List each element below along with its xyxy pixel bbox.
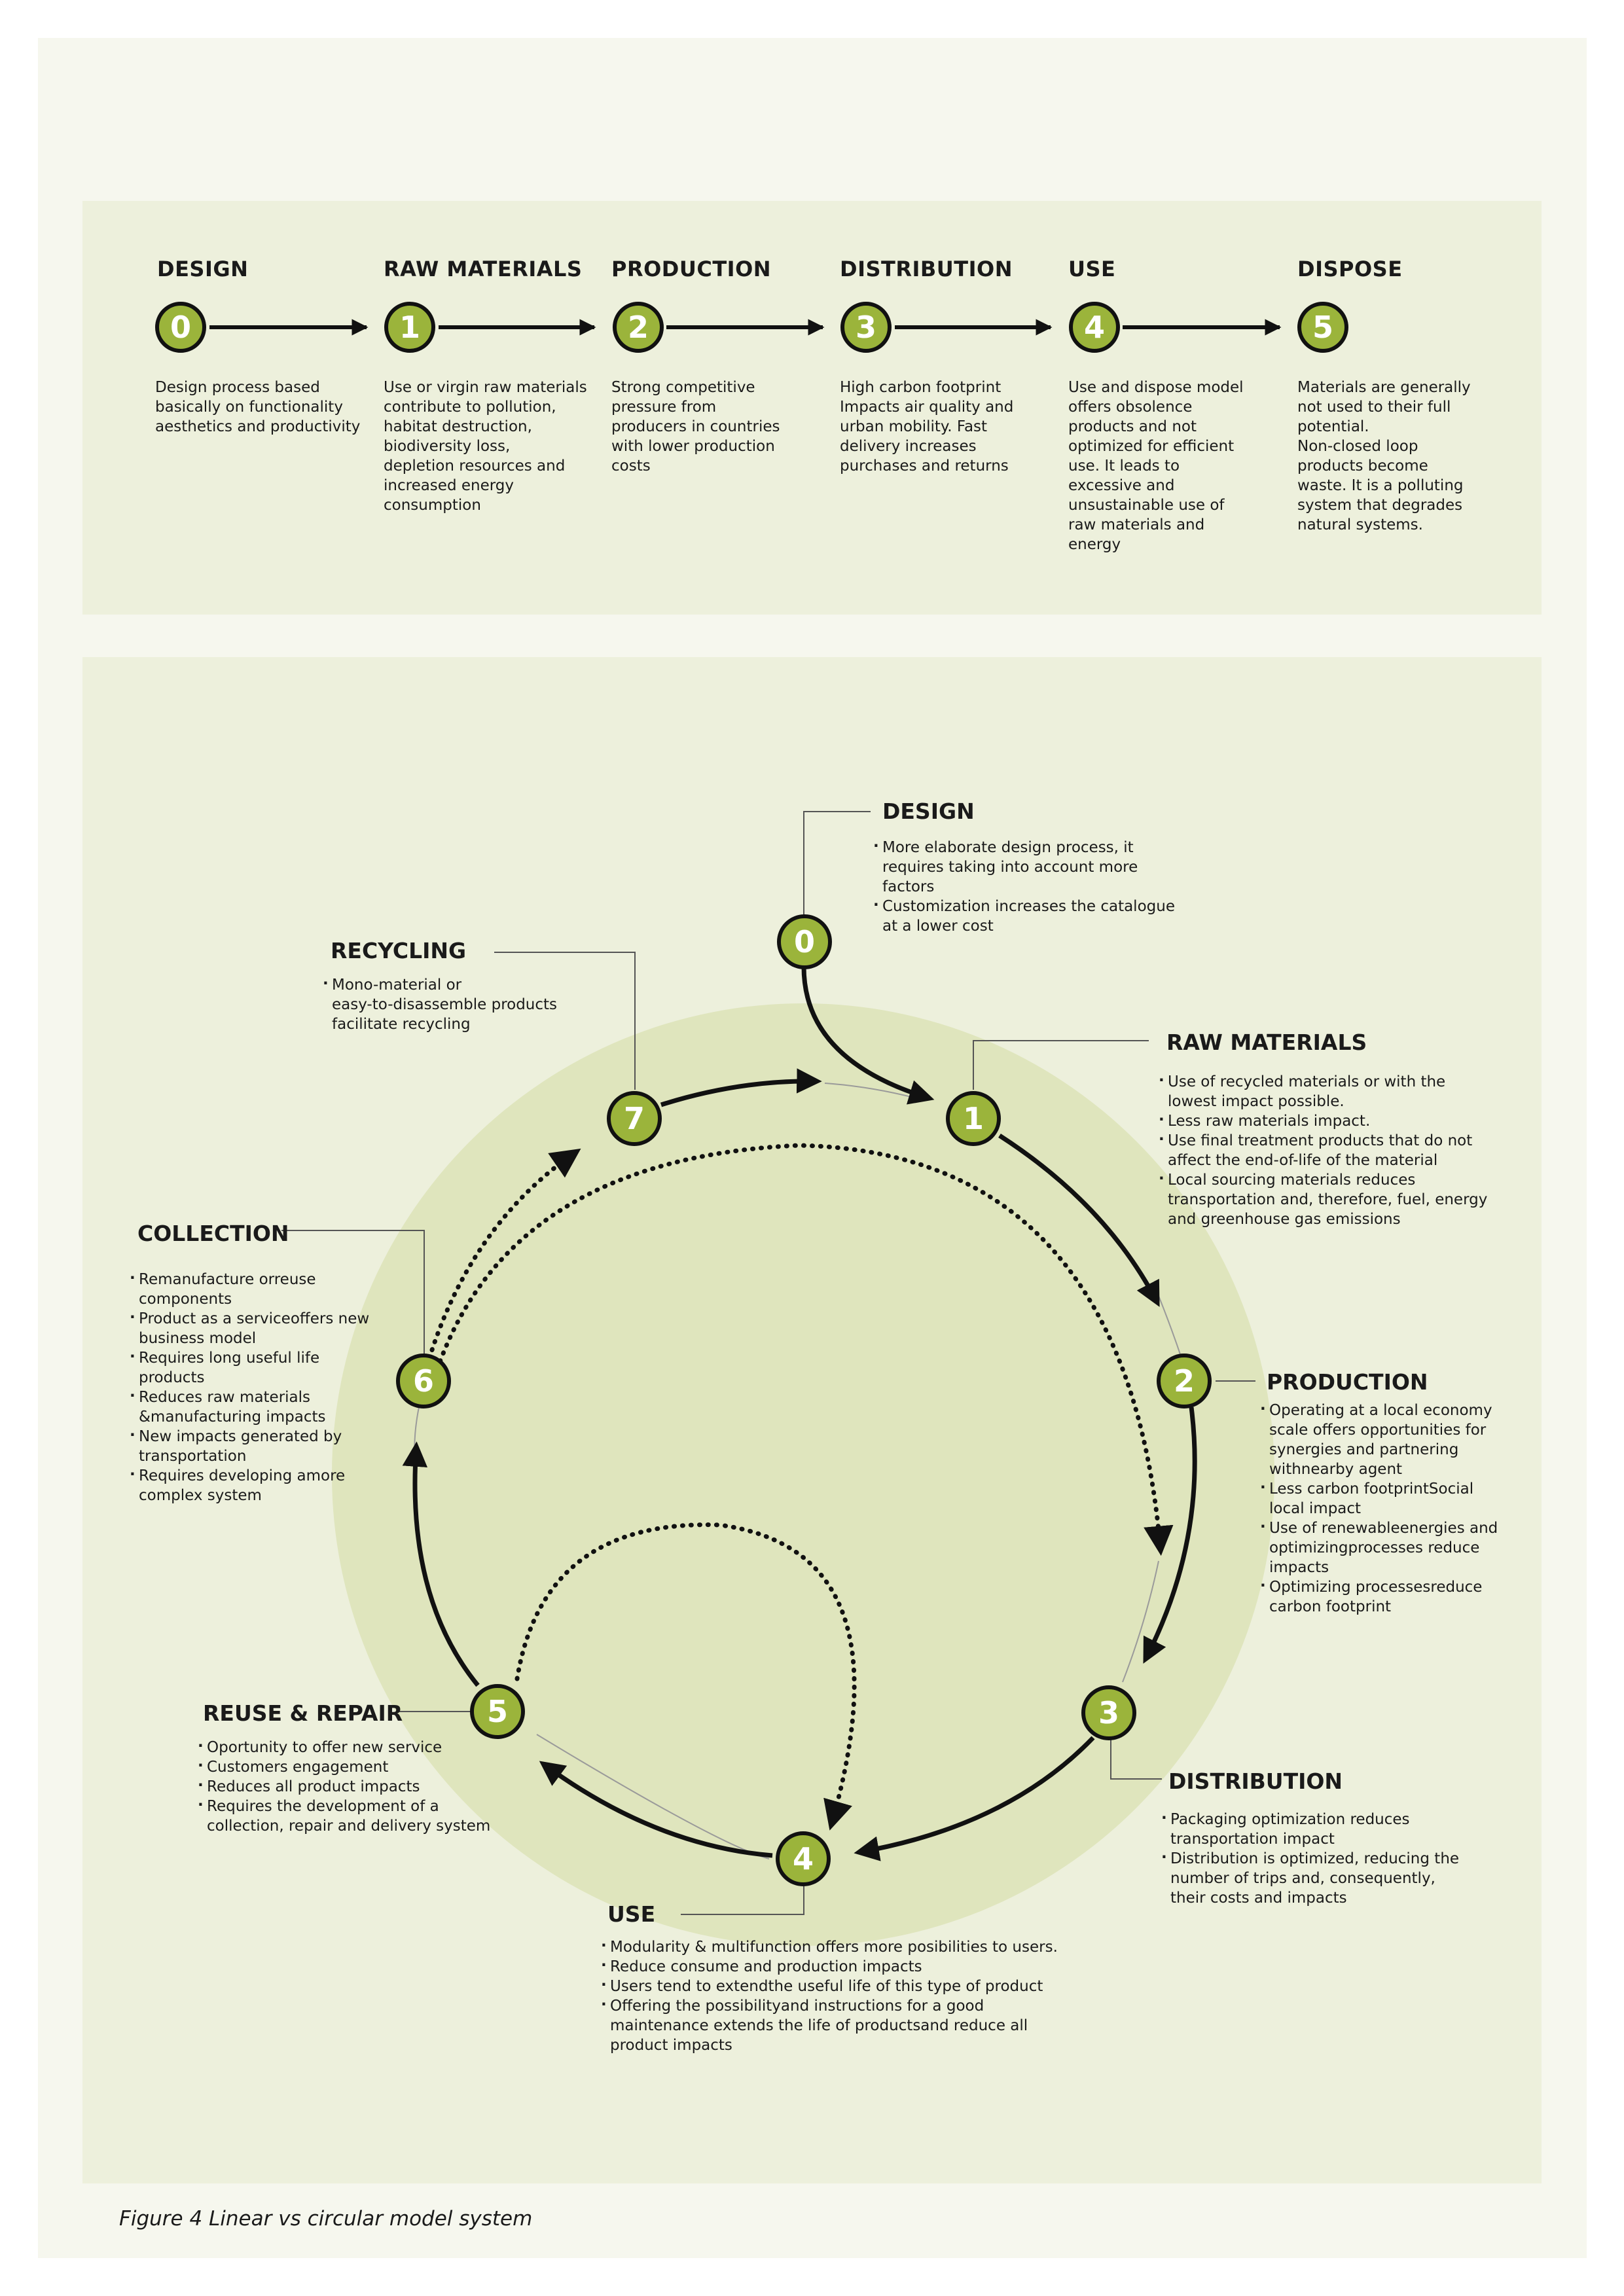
circular-node-raw-materials: 1 xyxy=(946,1091,1001,1146)
linear-step-description: Use or virgin raw materials contribute to pollution, habitat destruction, biodiversity loss, depletion resources and increased energy consumption xyxy=(384,379,587,514)
circular-label-list xyxy=(1159,1072,1487,1229)
circular-label-title: DISTRIBUTION xyxy=(1168,1768,1343,1794)
circular-list-item: · Product as a serviceoffers new business model xyxy=(130,1309,369,1348)
circular-label-title: PRODUCTION xyxy=(1267,1369,1428,1395)
circular-list-item: · Customization increases the catalogue at a lower cost xyxy=(873,897,1175,936)
circular-label-list xyxy=(1161,1810,1459,1908)
circular-list-item: · Use of renewableenergies and optimizingprocesses reduce impacts xyxy=(1260,1518,1498,1577)
circular-list-item: · Requires developing amore complex system xyxy=(130,1466,369,1505)
circular-list-item: · Operating at a local economy scale offers opportunities for synergies and partnering withnearby agent xyxy=(1260,1401,1498,1479)
linear-step-node: 2 xyxy=(613,302,664,353)
linear-step-title: RAW MATERIALS xyxy=(384,257,583,281)
linear-step-description: Materials are generally not used to their full potential. Non-closed loop products become waste. It is a polluting system that degrades natural systems. xyxy=(1297,379,1471,533)
linear-step-node: 0 xyxy=(155,302,206,353)
circular-label-list xyxy=(323,975,557,1034)
circular-list-item: · Offering the possibilityand instructions for a good maintenance extends the life of productsand reduce all product impacts xyxy=(601,1996,1058,2055)
circular-label-title: RECYCLING xyxy=(331,938,467,963)
linear-step-node: 5 xyxy=(1297,302,1348,353)
linear-step-node: 3 xyxy=(840,302,892,353)
circular-list-item: · Users tend to extendthe useful life of this type of product xyxy=(601,1977,1058,1996)
circular-list-item: · Remanufacture orreuse components xyxy=(130,1270,369,1309)
circular-node-design: 0 xyxy=(777,914,832,969)
linear-step-title: DISTRIBUTION xyxy=(840,257,1013,281)
circular-node-collection: 6 xyxy=(396,1354,451,1408)
circular-label-list xyxy=(873,838,1175,936)
linear-step-description: Strong competitive pressure from producers in countries with lower production costs xyxy=(611,379,780,475)
circular-list-item: · More elaborate design process, it requires taking into account more factors xyxy=(873,838,1175,897)
circular-list-item: · Reduces raw materials &manufacturing impacts xyxy=(130,1388,369,1427)
circular-label-title: DESIGN xyxy=(882,798,975,824)
circular-list-item: · Local sourcing materials reduces transportation and, therefore, fuel, energy and greenhouse gas emissions xyxy=(1159,1170,1487,1229)
circular-label-title: USE xyxy=(607,1901,656,1927)
circular-node-reuse-repair: 5 xyxy=(470,1684,525,1739)
circular-list-item: · Optimizing processesreduce carbon footprint xyxy=(1260,1577,1498,1617)
circular-list-item: · Modularity & multifunction offers more posibilities to users. xyxy=(601,1937,1058,1957)
circular-node-use: 4 xyxy=(776,1831,831,1886)
linear-step-node: 1 xyxy=(384,302,435,353)
circular-list-item: · Use of recycled materials or with the lowest impact possible. xyxy=(1159,1072,1487,1111)
circular-node-distribution: 3 xyxy=(1081,1685,1136,1740)
linear-step-description: Use and dispose model offers obsolence products and not optimized for efficient use. It leads to excessive and unsustainable use of raw materials and energy xyxy=(1068,379,1244,553)
circular-label-list xyxy=(130,1270,369,1505)
linear-step-node: 4 xyxy=(1069,302,1120,353)
circular-list-item: · Use final treatment products that do not affect the end-of-life of the material xyxy=(1159,1131,1487,1170)
circular-list-item: · Requires the development of a collection, repair and delivery system xyxy=(198,1797,490,1836)
circular-list-item: · Mono-material or easy-to-disassemble products facilitate recycling xyxy=(323,975,557,1034)
circular-list-item: · Oportunity to offer new service xyxy=(198,1738,490,1757)
circular-node-recycling: 7 xyxy=(607,1091,662,1146)
circular-label-title: COLLECTION xyxy=(137,1221,289,1246)
circular-list-item: · Distribution is optimized, reducing the number of trips and, consequently, their costs and impacts xyxy=(1161,1849,1459,1908)
linear-step-description: High carbon footprint Impacts air quality and urban mobility. Fast delivery increases purchases and returns xyxy=(840,379,1014,475)
circular-list-item: · Less raw materials impact. xyxy=(1159,1111,1487,1131)
circular-label-list xyxy=(1260,1401,1498,1617)
circular-node-production: 2 xyxy=(1157,1354,1212,1408)
circular-list-item: · Less carbon footprintSocial local impact xyxy=(1260,1479,1498,1518)
linear-step-description: Design process based basically on functionality aesthetics and productivity xyxy=(155,379,361,435)
circular-list-item: · Reduce consume and production impacts xyxy=(601,1957,1058,1977)
circular-label-list xyxy=(198,1738,490,1836)
linear-step-title: DISPOSE xyxy=(1297,257,1403,281)
figure-caption: Figure 4 Linear vs circular model system xyxy=(119,2207,533,2231)
circular-list-item: · Requires long useful life products xyxy=(130,1348,369,1388)
linear-step-title: PRODUCTION xyxy=(611,257,772,281)
circular-list-item: · Customers engagement xyxy=(198,1757,490,1777)
linear-step-title: USE xyxy=(1068,257,1116,281)
circular-label-title: RAW MATERIALS xyxy=(1166,1030,1367,1055)
linear-step-title: DESIGN xyxy=(157,257,249,281)
circular-label-title: REUSE & REPAIR xyxy=(203,1700,403,1726)
circular-list-item: · Packaging optimization reduces transportation impact xyxy=(1161,1810,1459,1849)
circular-label-list xyxy=(601,1937,1058,2055)
circular-list-item: · New impacts generated by transportation xyxy=(130,1427,369,1466)
circular-list-item: · Reduces all product impacts xyxy=(198,1777,490,1797)
